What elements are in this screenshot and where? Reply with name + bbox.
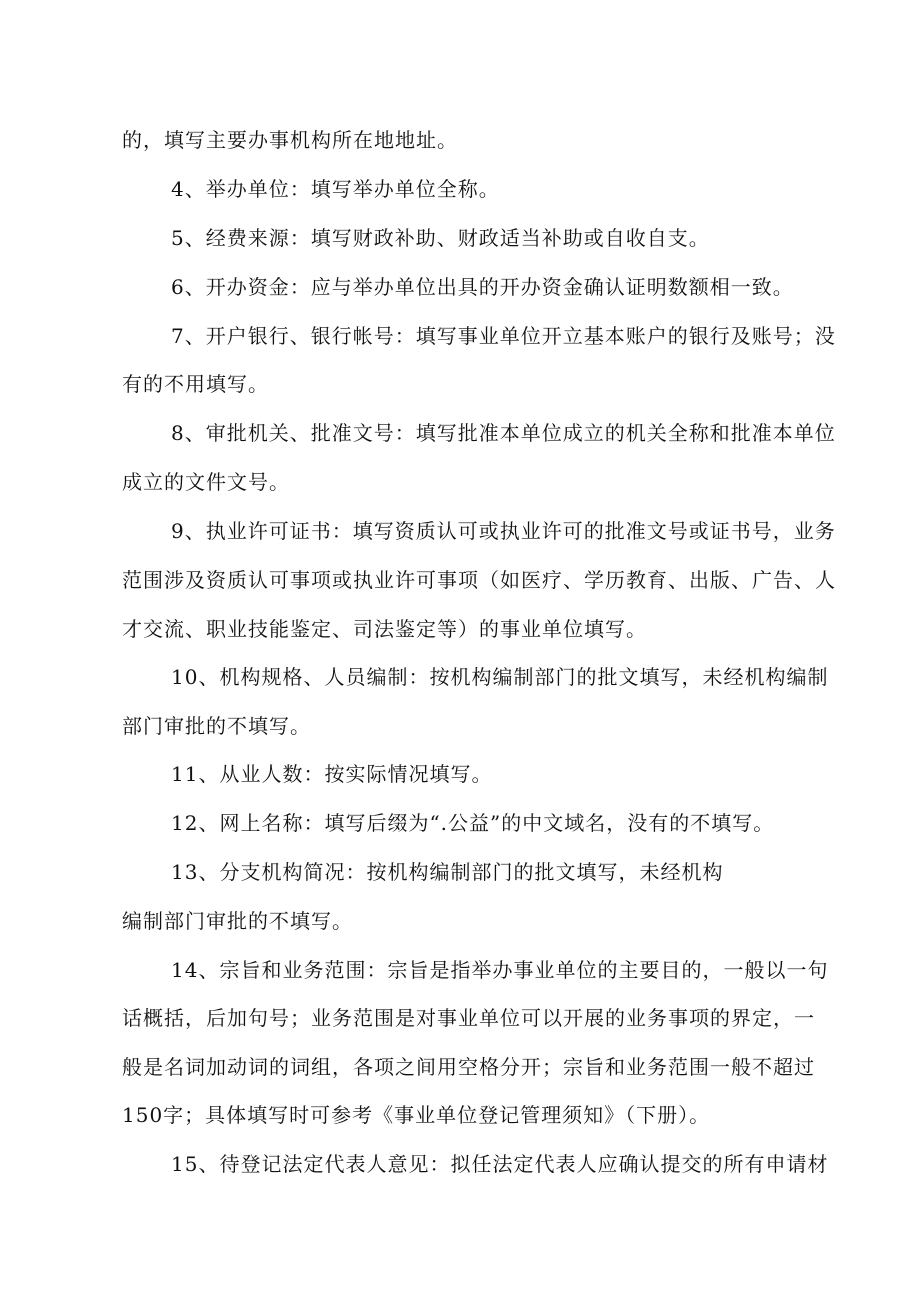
- text-line: 6、开办资金：应与举办单位出具的开办资金确认证明数额相一致。: [171, 275, 794, 299]
- text-line: 5、经费来源：填写财政补助、财政适当补助或自收自支。: [171, 226, 710, 250]
- text-line: 话概括，后加句号；业务范围是对事业单位可以开展的业务事项的界定，一: [122, 1006, 815, 1030]
- text-line: 才交流、职业技能鉴定、司法鉴定等）的事业单位填写。: [122, 617, 647, 641]
- text-line: 14、宗旨和业务范围：宗旨是指举办事业单位的主要目的，一般以一句: [171, 958, 829, 982]
- text-line: 4、举办单位：填写举办单位全称。: [171, 177, 500, 201]
- text-line: 10、机构规格、人员编制：按机构编制部门的批文填写，未经机构编制: [171, 665, 829, 689]
- text-line: 15、待登记法定代表人意见：拟任法定代表人应确认提交的所有申请材: [171, 1152, 829, 1176]
- text-line: 13、分支机构简况：按机构编制部门的批文填写，未经机构: [171, 860, 724, 884]
- text-line: 12、网上名称：填写后缀为“.公益”的中文域名，没有的不填写。: [171, 811, 775, 835]
- text-line: 编制部门审批的不填写。: [122, 909, 353, 933]
- text-line: 的，填写主要办事机构所在地地址。: [122, 128, 458, 152]
- text-line: 11、从业人数：按实际情况填写。: [171, 762, 493, 786]
- text-line: 9、执业许可证书：填写资质认可或执业许可的批准文号或证书号，业务: [171, 519, 836, 543]
- text-line: 成立的文件文号。: [122, 470, 290, 494]
- text-line: 般是名词加动词的词组，各项之间用空格分开；宗旨和业务范围一般不超过: [122, 1055, 815, 1079]
- text-line: 7、开户银行、银行帐号：填写事业单位开立基本账户的银行及账号；没: [171, 324, 836, 348]
- text-line: 部门审批的不填写。: [122, 714, 311, 738]
- text-line: 有的不用填写。: [122, 372, 269, 396]
- text-line: 范围涉及资质认可事项或执业许可事项（如医疗、学历教育、出版、广告、人: [122, 568, 836, 592]
- text-line: 8、审批机关、批准文号：填写批准本单位成立的机关全称和批准本单位: [171, 421, 836, 445]
- text-line: 150字；具体填写时可参考《事业单位登记管理须知》（下册）。: [122, 1103, 711, 1127]
